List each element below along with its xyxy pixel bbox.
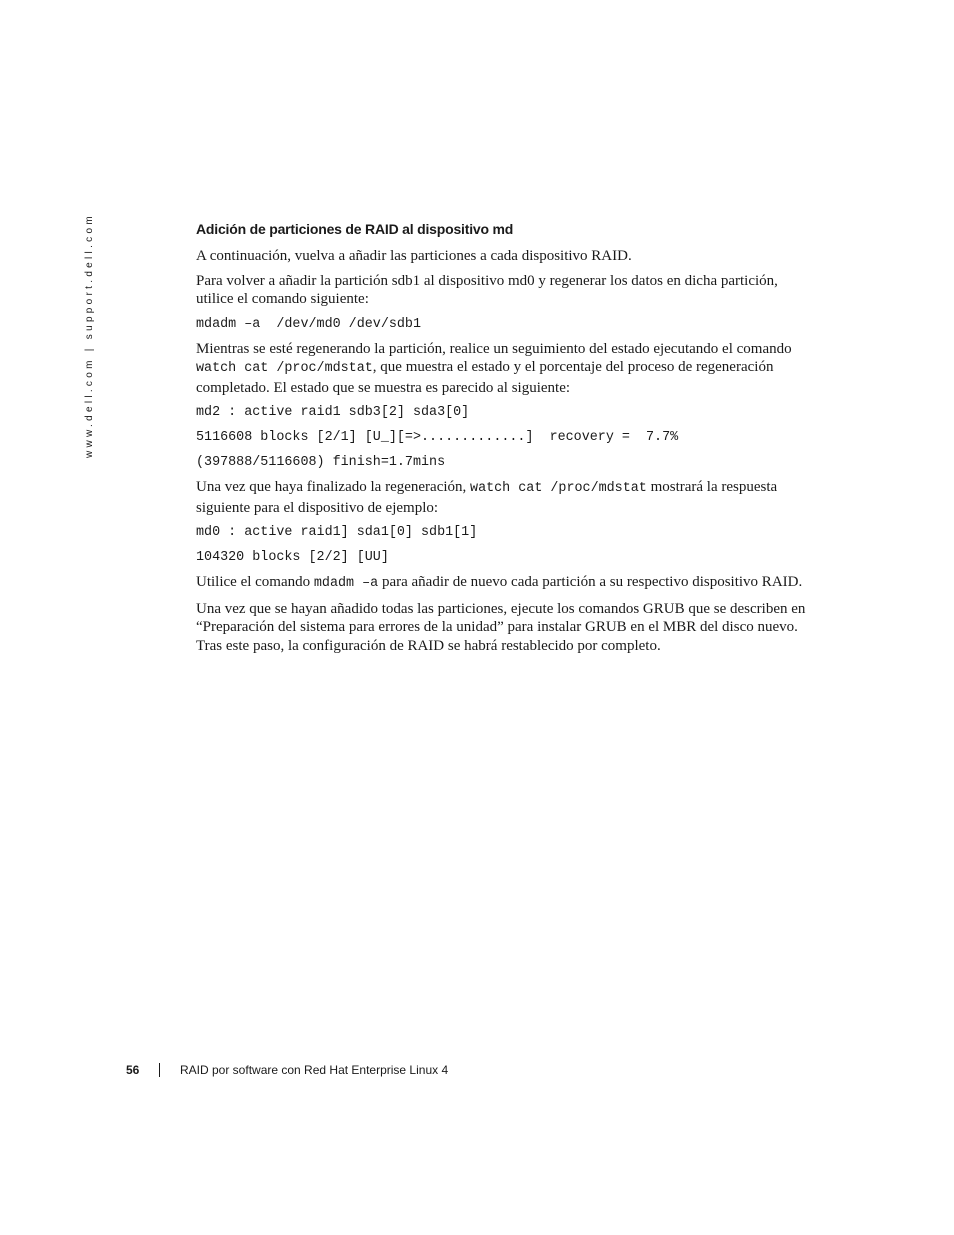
code-status-line-2: 5116608 blocks [2/1] [U_][=>.............] recovery = 7.7% xyxy=(196,430,679,445)
code-result-line-2: 104320 blocks [2/2] [UU] xyxy=(196,550,389,565)
paragraph-intro: A continuación, vuelva a añadir las particiones a cada dispositivo RAID. xyxy=(196,248,632,264)
main-content xyxy=(196,220,816,661)
code-status-line-1: md2 : active raid1 sdb3[2] sda3[0] xyxy=(196,405,470,420)
paragraph-finished-text-a: Una vez que haya finalizado la regeneración, xyxy=(196,479,471,495)
code-status-line-3: (397888/5116608) finish=1.7mins xyxy=(196,455,446,470)
paragraph-use-mdadm xyxy=(196,573,816,594)
inline-code-watch: watch cat /proc/mdstat xyxy=(196,361,373,376)
code-result-line-1: md0 : active raid1] sda1[0] sdb1[1] xyxy=(196,525,478,540)
paragraph-grub: Una vez que se hayan añadido todas las particiones, ejecute los comandos GRUB que se describen en “Preparación del sistema para errores de la unidad” para instalar GRUB en el MBR del disco nuevo. Tras este paso, la configuración de RAID se habrá restablecido por completo. xyxy=(196,600,806,654)
paragraph-use-mdadm-text-a: Utilice el comando xyxy=(196,574,314,590)
inline-code-watch-2: watch cat /proc/mdstat xyxy=(470,481,647,496)
paragraph-finished xyxy=(196,478,816,517)
page-number: 56 xyxy=(126,1063,140,1077)
inline-code-mdadm: mdadm –a xyxy=(313,576,379,591)
paragraph-monitor-text-a: Mientras se esté regenerando la partición, realice un seguimiento del estado ejecutando el comando xyxy=(196,340,792,357)
footer-separator xyxy=(159,1063,160,1077)
paragraph-readd-sdb1: Para volver a añadir la partición sdb1 al dispositivo md0 y regenerar los datos en dicha partición, utilice el comando siguiente: xyxy=(196,272,778,307)
paragraph-monitor xyxy=(196,340,816,398)
paragraph-use-mdadm-text-b: para añadir de nuevo cada partición a su respectivo dispositivo RAID. xyxy=(378,574,803,590)
side-url-text: www.dell.com | support.dell.com xyxy=(84,213,95,458)
section-heading: Adición de particiones de RAID al dispositivo md xyxy=(196,221,514,237)
paragraph-finished-text-b: mostrará la respuesta siguiente para el dispositivo de ejemplo: xyxy=(196,479,778,516)
paragraph-monitor-text-b: , que muestra el estado y el porcentaje del proceso de regeneración completado. El estado que se muestra es parecido al siguiente: xyxy=(196,359,774,396)
footer-title: RAID por software con Red Hat Enterprise Linux 4 xyxy=(180,1063,449,1077)
code-mdadm-add: mdadm –a /dev/md0 /dev/sdb1 xyxy=(196,316,421,332)
